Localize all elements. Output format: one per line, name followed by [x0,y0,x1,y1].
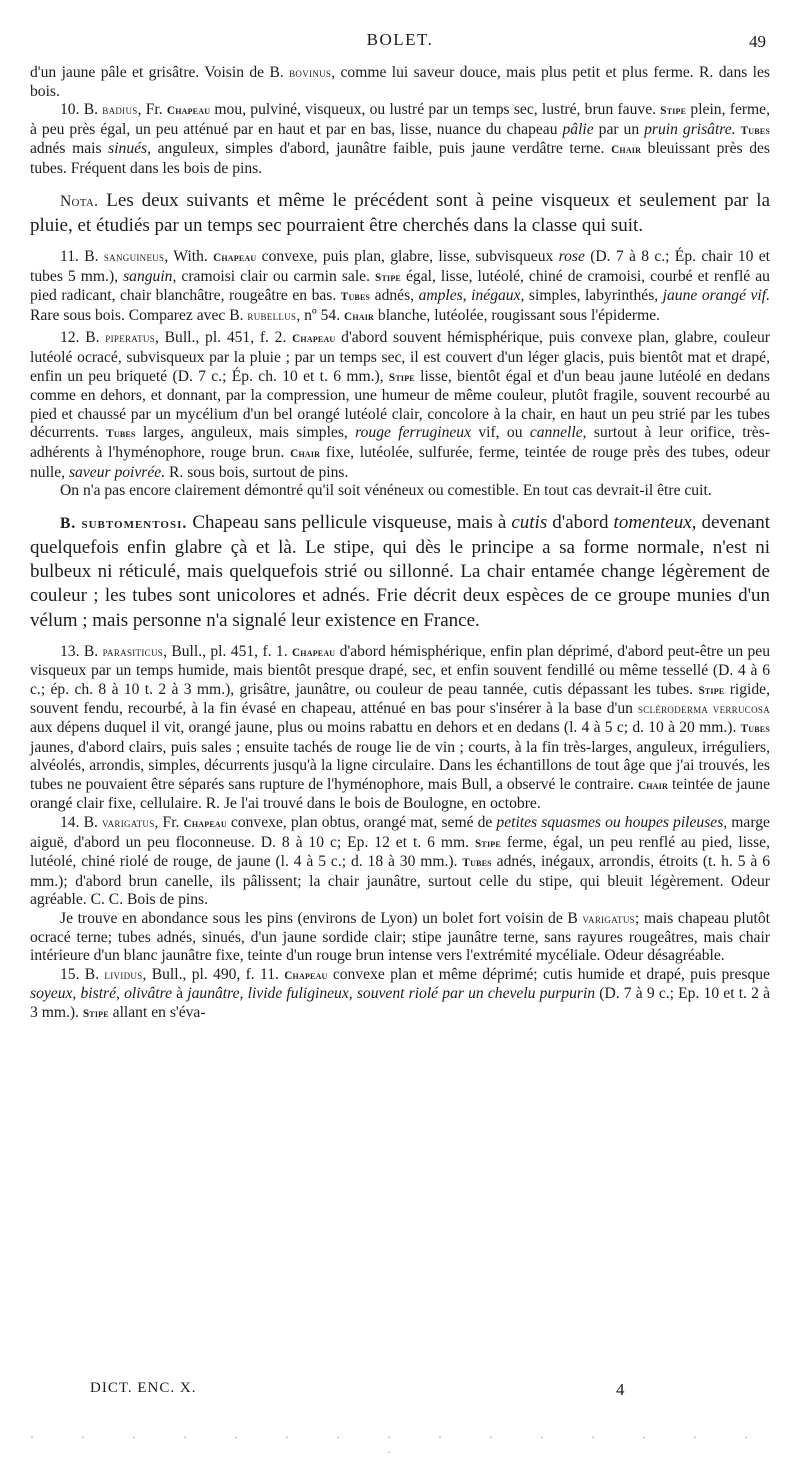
keyword: Chapeau [183,818,227,831]
keyword: Tubes [340,291,371,304]
species-ref: rubellus [247,308,297,323]
keyword: Stipe [375,271,401,284]
nota-label: Nota. [60,192,99,210]
keyword: Tubes [740,124,770,137]
entry-10-badius: 10. B. badius, Fr. Chapeau mou, pulviné, visqueux, ou lustré par un temps sec, lustré, brun fauve. Stipe plein, ferme, à peu près égal, un peu atténué par en haut et par en bas, lisse, nuance du chapeau pâlie par un pruin grisâtre. Tubes adnés mais sinués, anguleux, simples d'abord, jaunâtre faible, puis jaune verdâtre terne. Chair bleuissant près des tubes. Fréquent dans les bois de pins. [30,101,771,177]
footer-signature-number: 4 [616,1380,625,1399]
species-ref: bovinus [289,66,332,80]
page-header [30,30,770,54]
keyword: Stipe [82,1007,109,1020]
keyword: Chair [637,779,668,792]
running-title: BOLET. [366,30,434,49]
keyword: Chapeau [292,646,336,659]
keyword: Chapeau [166,105,211,118]
entry-12-piperatus: 12. B. piperatus, Bull., pl. 451, f. 2. Chapeau d'abord souvent hémisphérique, puis convexe plan, glabre, couleur lutéolé ocracé, subvisqueux par la pluie ; par un temps sec, il est couvert d'un léger glacis, puis bientôt mat et drapé, enfin un peu briqueté (D. 7 c.; Ép. ch. 10 et t. 6 mm.), Stipe lisse, bientôt égal et d'un beau jaune lutéolé en dedans comme en dehors, et donnant, par la compression, une humeur de même couleur, plutôt fragile, souvent recourbé au pied et chaussé par un mycélium d'un bel orangé lutéolé clair, concolore à la chair, en haut un peu strié par les tubes décurrents. Tubes larges, anguleux, mais simples, rouge ferrugineux vif, ou cannelle, surtout à leur orifice, très-adhérents à l'hyménophore, rouge brun. Chair fixe, lutéolée, sulfurée, ferme, teintée de rouge près des tubes, odeur nulle, saveur poivrée. R. sous bois, surtout de pins. [30,329,770,481]
nota-paragraph: Nota. Les deux suivants et même le précédent sont à peine visqueux et seulement par la pluie, et étudiés par un temps sec pourraient être cherchés dans la classe qui suit. [30,189,770,236]
keyword: Stipe [388,371,415,384]
species-name: sanguineus [103,249,165,264]
section-b-subtomentosi: B. subtomentosi. Chapeau sans pellicule visqueuse, mais à cutis d'abord tomenteux, devenant quelquefois enfin glabre çà et là. Le stipe, qui dès le principe a sa forme normale, n'est ni bulbeux ni réticulé, mais quelquefois strié ou sillonné. La chair entamée change légèrement de couleur ; les tubes sont unicolores et adnés. Frie décrit deux espèces de ce groupe munies d'un vélum ; mais personne n'a signalé leur existence en France. [30,511,771,631]
keyword: Stipe [660,105,687,118]
decorative-dots: · · · · · · · · · · · · · · · · [30,1430,770,1459]
page-footer [30,1380,770,1404]
species-name: lividus [104,967,143,982]
entry-14-note: Je trouve en abondance sous les pins (environs de Lyon) un bolet fort voisin de B varigatus; mais chapeau plutôt ocracé terne; tubes adnés, sinués, d'un jaune sordide clair; stipe jaunâtre terne, sans rayures rougeâtres, mais chair intérieure d'un blanc jaunâtre fixe, teinte d'un rouge brun intense vers l'extrémité mycéliale. Odeur désagréable. [30,910,770,965]
species-name: badius [102,103,138,118]
species-ref: varigatus [582,912,635,927]
species-name: varigatus [101,816,155,831]
entry-11-sanguineus: 11. B. sanguineus, With. Chapeau convexe, puis plan, glabre, lisse, subvisqueux rose (D. 7 à 8 c.; Ép. chair 10 et tubes 5 mm.), sanguin, cramoisi clair ou carmin sale. Stipe égal, lisse, lutéolé, chiné de cramoisi, courbé et renflé au pied radicant, chair blanchâtre, rougeâtre en bas. Tubes adnés, amples, inégaux, simples, labyrinthés, jaune orangé vif. Rare sous bois. Comparez avec B. rubellus, nº 54. Chair blanche, lutéolée, rougissant sous l'épiderme. [30,247,770,324]
species-ref: scléroderma verrucosa [637,702,770,717]
keyword: Tubes [740,723,770,736]
footer-signature-label: DICT. ENC. X. [90,1380,197,1396]
keyword: Chair [290,447,321,460]
entry-13-parasiticus: 13. B. parasiticus, Bull., pl. 451, f. 1. Chapeau d'abord hémisphérique, enfin plan déprimé, d'abord peut-être un peu visqueux par un temps humide, mais bientôt presque drapé, sec, et enfin souvent fendillé ou même tessellé (D. 4 à 6 c.; ép. ch. 8 à 10 t. 2 à 3 mm.), grisâtre, jaunâtre, ou couleur de peau tannée, cutis dépassant les tubes. Stipe rigide, souvent fendu, recourbé, à la fin évasé en chapeau, atténué en bas pour s'insérer à la base d'un scléroderma verrucosa aux dépens duquel il vit, orangé jaune, plus ou moins rabattu en dehors et en dedans (l. 4 à 5 c; d. 10 à 20 mm.). Tubes jaunes, d'abord clairs, puis sales ; ensuite tachés de rouge lie de vin ; courts, à la fin très-larges, anguleux, irréguliers, alvéolés, arrondis, simples, décurrents jusqu'à la ligne circulaire. Dans les échantillons de tout âge que j'ai trouvés, les tubes ne pouvaient être séparés sans rupture de l'hyménophore, mais Bull, a observé le contraire. Chair teintée de jaune orangé clair fixe, cellulaire. R. Je l'ai trouvé dans le bois de Boulogne, en octobre. [30,642,771,813]
entry-15-lividus: 15. B. lividus, Bull., pl. 490, f. 11. Chapeau convexe plan et même déprimé; cutis humide et drapé, puis presque soyeux, bistré, olivâtre à jaunâtre, livide fuligineux, souvent riolé par un chevelu purpurin (D. 7 à 9 c.; Ep. 10 et t. 2 à 3 mm.). Stipe allant en s'éva- [30,965,771,1021]
keyword: Chair [611,144,642,157]
keyword: Chapeau [284,969,328,982]
keyword: Stipe [698,684,725,697]
keyword: Chair [344,310,375,323]
keyword: Tubes [106,428,136,441]
species-name: piperatus [105,331,155,346]
entry-12-note: On n'a pas encore clairement démontré qu'il soit vénéneux ou comestible. En tout cas devrait-il être cuit. [60,482,712,500]
keyword: Stipe [474,837,501,850]
keyword: Tubes [462,857,492,870]
paragraph-continuation: d'un jaune pâle et grisâtre. Voisin de B. bovinus, comme lui saveur douce, mais plus petit et plus ferme. R. dans les bois. [30,64,770,100]
keyword: Chapeau [292,333,336,346]
page-body [30,64,770,1024]
section-label: B. subtomentosi. [60,514,188,532]
keyword: Chapeau [213,251,257,264]
page-number: 49 [749,32,766,51]
entry-14-varigatus: 14. B. varigatus, Fr. Chapeau convexe, plan obtus, orangé mat, semé de petites squasmes ou houpes pileuses, marge aiguë, d'abord un peu floconneuse. D. 8 à 10 c; Ep. 12 et t. 6 mm. Stipe ferme, égal, un peu renflé au pied, lisse, lutéolé, chiné riolé de rouge, de jaune (l. 4 à 5 c.; d. 18 à 30 mm.). Tubes adnés, inégaux, arrondis, étroits (t. h. 5 à 6 mm.); d'abord brun canelle, ils pâlissent; la chair jaunâtre, surtout celle du stipe, qui bleuit légèrement. Odeur agréable. C. C. Bois de pins. [30,814,770,909]
species-name: parasiticus [102,644,164,659]
